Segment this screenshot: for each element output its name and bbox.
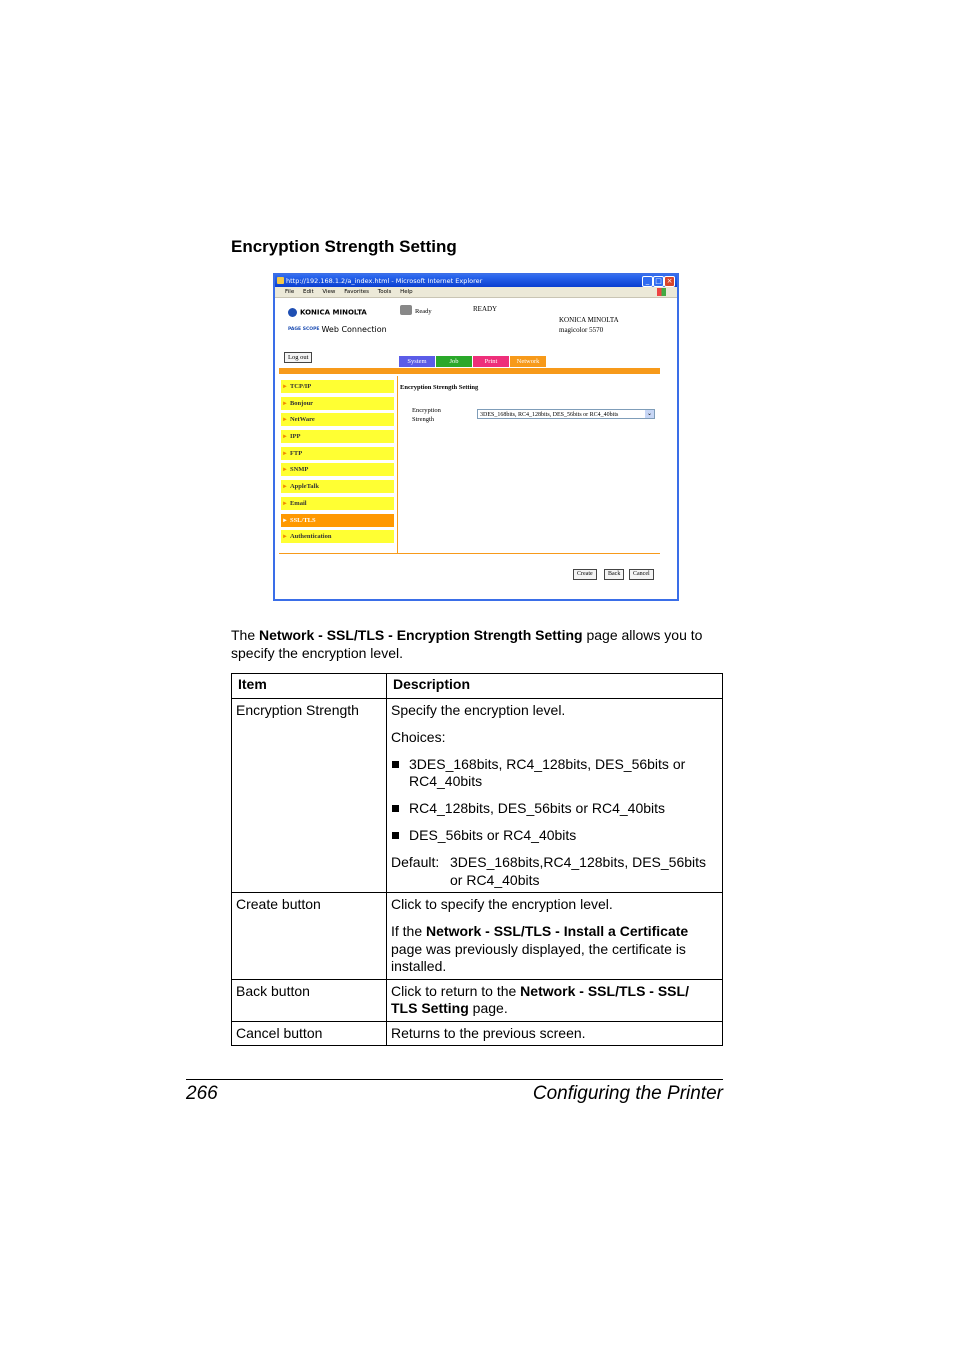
table-row — [232, 698, 723, 893]
sidebar-item-bonjour[interactable]: ► Bonjour — [281, 397, 394, 410]
description-table — [231, 673, 723, 1046]
item-cell: Encryption Strength — [232, 698, 387, 893]
arrow-icon: ► — [282, 517, 288, 524]
sidebar-item-appletalk[interactable]: ► AppleTalk — [281, 480, 394, 493]
sidebar-item-ssl-tls[interactable]: ► SSL/TLS — [281, 514, 394, 527]
chevron-down-icon[interactable]: ⌄ — [646, 411, 653, 417]
globe-icon — [288, 308, 297, 317]
arrow-icon: ► — [282, 484, 288, 491]
printer-icon — [400, 305, 412, 315]
model-name: magicolor 5570 — [559, 326, 604, 334]
tab-underline — [279, 368, 660, 374]
create-button[interactable]: Create — [573, 569, 597, 580]
arrow-icon: ► — [282, 417, 288, 424]
left-menu — [281, 380, 394, 547]
list-item: RC4_128bits, DES_56bits or RC4_40bits — [391, 800, 718, 818]
arrow-icon: ► — [282, 450, 288, 457]
status-ready: READY — [473, 305, 498, 313]
tab-job[interactable]: Job — [436, 356, 472, 367]
page-number: 266 — [186, 1083, 218, 1104]
sidebar-item-ftp[interactable]: ► FTP — [281, 447, 394, 460]
arrow-icon: ► — [282, 467, 288, 474]
menu-help[interactable]: Help — [400, 289, 413, 295]
divider — [397, 376, 398, 554]
sidebar-item-authentication[interactable]: ► Authentication — [281, 530, 394, 543]
default-value: Default: 3DES_168bits,RC4_128bits, DES_56bits or RC4_40bits — [391, 854, 707, 888]
menu-edit[interactable]: Edit — [302, 289, 314, 295]
sidebar-item-ipp[interactable]: ► IPP — [281, 430, 394, 443]
header-item: Item — [232, 674, 387, 699]
table-row — [232, 1021, 723, 1046]
description-cell: Click to specify the encryption level. If the Network - SSL/TLS - Install a Certificate page was previously displayed, the certificate is installed. — [387, 893, 723, 980]
item-cell: Create button — [232, 893, 387, 980]
list-item: 3DES_168bits, RC4_128bits, DES_56bits or RC4_40bits — [391, 756, 718, 791]
sidebar-item-tcpip[interactable]: ► TCP/IP — [281, 380, 394, 393]
arrow-icon: ► — [282, 384, 288, 390]
sidebar-item-email[interactable]: ► Email — [281, 497, 394, 510]
tab-system[interactable]: System — [399, 356, 435, 367]
menu-view[interactable]: View — [322, 289, 336, 295]
chapter-title: Configuring the Printer — [532, 1083, 723, 1104]
model-brand: KONICA MINOLTA — [559, 316, 619, 324]
page-heading: Encryption Strength Setting — [400, 384, 479, 391]
menu-favorites[interactable]: Favorites — [344, 289, 370, 295]
encryption-strength-select[interactable]: 3DES_168bits, RC4_128bits, DES_56bits or RC4_40bits ⌄ — [477, 409, 655, 419]
encryption-strength-label: Encryption Strength — [412, 407, 441, 423]
item-cell: Cancel button — [232, 1021, 387, 1046]
status-small: Ready — [415, 308, 432, 315]
window-title: http://192.168.1.2/a_index.html - Microsoft Internet Explorer — [286, 277, 483, 285]
table-row — [232, 893, 723, 980]
description-cell: Specify the encryption level. Choices: 3DES_168bits, RC4_128bits, DES_56bits or RC4_40bits RC4_128bits, DES_56bits or RC4_40bits DES_56bits or RC4_40bits Default: 3DES_168bits,RC4_128bits, DES_56bits or RC4_40bits — [387, 698, 723, 893]
arrow-icon: ► — [282, 400, 288, 407]
pagescope-badge: PAGE SCOPE — [288, 326, 320, 332]
windows-logo-icon — [657, 288, 666, 296]
tab-print[interactable]: Print — [473, 356, 509, 367]
item-cell: Back button — [232, 979, 387, 1021]
maximize-icon[interactable]: □ — [653, 276, 664, 287]
close-icon[interactable]: × — [664, 276, 675, 287]
logout-button[interactable]: Log out — [284, 352, 312, 363]
ie-icon — [277, 277, 284, 284]
table-header-row — [232, 674, 723, 699]
footer-rule — [186, 1079, 723, 1080]
arrow-icon: ► — [282, 434, 288, 441]
table-row — [232, 979, 723, 1021]
arrow-icon: ► — [282, 534, 288, 541]
list-item: DES_56bits or RC4_40bits — [391, 827, 718, 845]
menu-bar — [275, 287, 677, 298]
intro-paragraph: The Network - SSL/TLS - Encryption Strength Setting page allows you to specify the encryption level. — [231, 627, 703, 661]
pagescope-web-connection-logo: PAGE SCOPE Web Connection — [288, 325, 387, 334]
minimize-icon[interactable]: _ — [642, 276, 653, 287]
web-content — [275, 298, 677, 599]
browser-screenshot — [273, 273, 679, 601]
header-description: Description — [387, 674, 723, 699]
sidebar-item-netware[interactable]: ► NetWare — [281, 413, 394, 426]
tab-network[interactable]: Network — [510, 356, 546, 367]
cancel-button[interactable]: Cancel — [629, 569, 654, 580]
description-cell: Returns to the previous screen. — [387, 1021, 723, 1046]
konica-minolta-logo: KONICA MINOLTA — [288, 308, 367, 317]
sidebar-item-snmp[interactable]: ► SNMP — [281, 463, 394, 476]
description-cell: Click to return to the Network - SSL/TLS - SSL/ TLS Setting page. — [387, 979, 723, 1021]
arrow-icon: ► — [282, 500, 288, 507]
bottom-divider — [279, 553, 660, 554]
back-button[interactable]: Back — [604, 569, 624, 580]
section-title: Encryption Strength Setting — [231, 237, 457, 256]
window-titlebar — [275, 275, 677, 287]
menu-file[interactable]: File — [285, 289, 295, 295]
menu-tools[interactable]: Tools — [377, 289, 392, 295]
